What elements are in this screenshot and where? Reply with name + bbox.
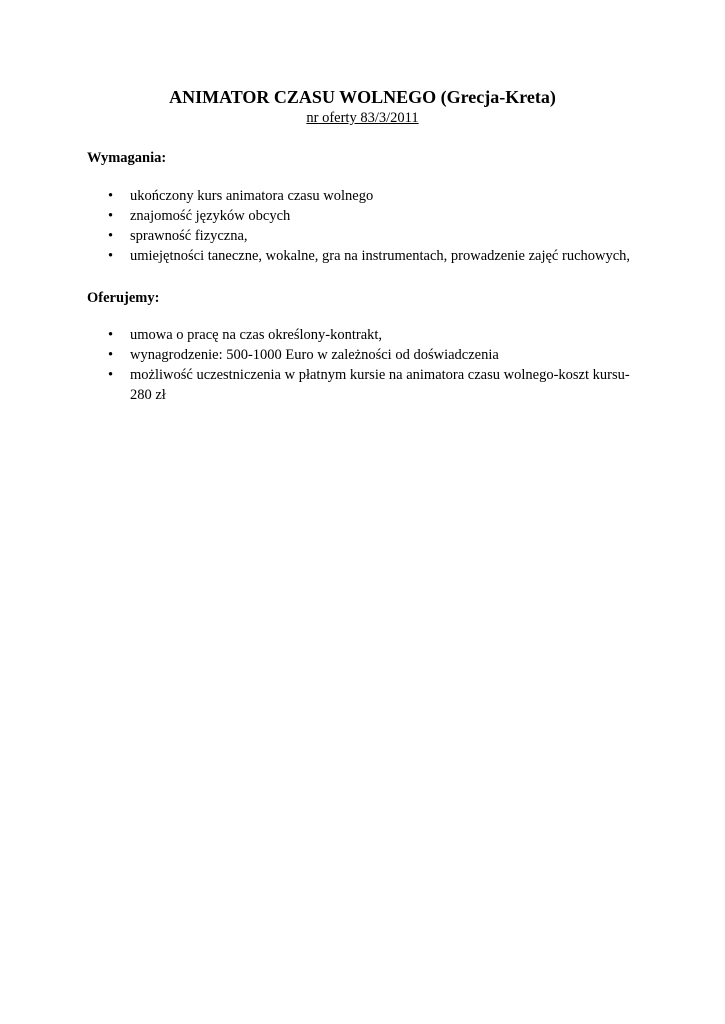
list-item [87,206,647,226]
bullet-icon: • [108,248,114,264]
bullet-icon: • [108,208,114,224]
bullet-icon: • [108,188,114,204]
offer-list [87,325,647,405]
bullet-icon: • [108,327,114,343]
offer-heading: Oferujemy: [87,290,160,306]
list-item [87,226,647,246]
bullet-icon: • [108,228,114,244]
list-item [87,186,647,206]
bullet-icon: • [108,347,114,363]
requirements-heading: Wymagania: [87,150,167,166]
requirement-text: ukończony kurs animatora czasu wolnego [130,188,374,204]
list-item [87,325,647,345]
requirement-text: sprawność fizyczna, [130,228,248,244]
offer-text: możliwość uczestniczenia w płatnym kursie na animatora czasu wolnego-koszt kursu-280 zł [130,367,630,403]
offer-text: wynagrodzenie: 500-1000 Euro w zależności od doświadczenia [130,347,499,363]
offer-text: umowa o pracę na czas określony-kontrakt, [130,327,383,343]
list-item [87,246,647,266]
offer-number: nr oferty 83/3/2011 [306,110,419,126]
requirement-text: umiejętności taneczne, wokalne, gra na instrumentach, prowadzenie zajęć ruchowych, [130,248,631,264]
requirements-list [87,186,647,266]
list-item [87,345,647,365]
list-item [87,365,647,405]
requirement-text: znajomość języków obcych [130,208,291,224]
document-title: ANIMATOR CZASU WOLNEGO (Grecja-Kreta) [169,87,556,107]
bullet-icon: • [108,367,114,383]
